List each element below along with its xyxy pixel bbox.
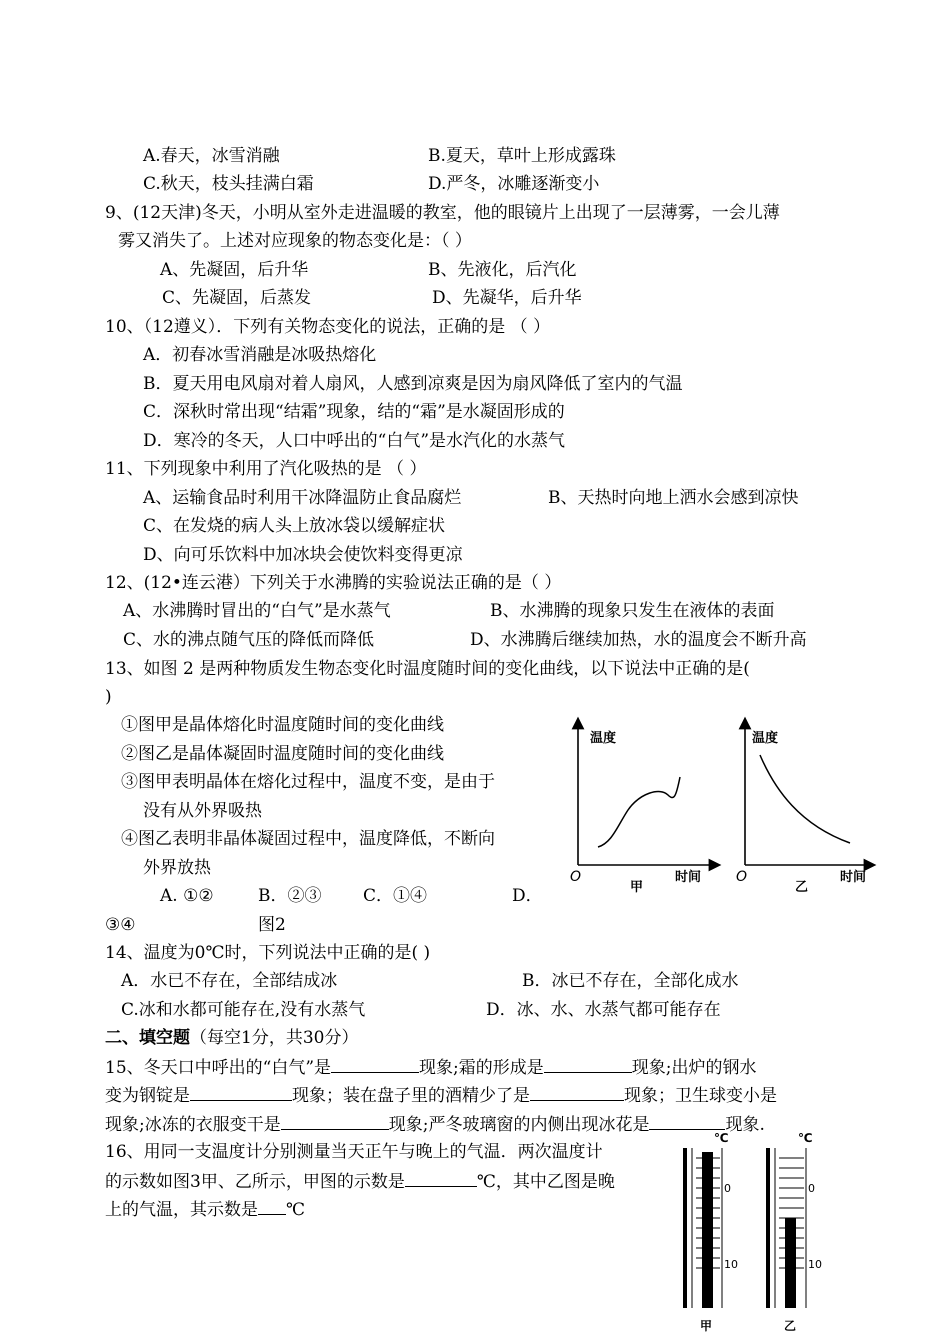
graph-yi-curve [760,755,850,843]
q14-option-b: B．冰已不存在，全部化成水 [522,971,739,991]
graph-yi-x-label: 时间 [840,870,867,885]
q13-statement-1: ①图甲是晶体熔化时温度随时间的变化曲线 [121,715,444,735]
q14-option-c: C.冰和水都可能存在,没有水蒸气 [121,1000,366,1020]
graph-yi-y-label: 温度 [752,731,779,746]
q15-text-7: 现象;冰冻的衣服变干是 [105,1115,281,1135]
q14-option-a: A．水已不存在，全部结成冰 [121,971,338,991]
q15-text-2: 现象;霜的形成是 [419,1058,544,1078]
q13-option-a: A. ①② [160,886,214,906]
q13-stem-line1: 13、如图 2 是两种物质发生物态变化时温度随时间的变化曲线，以下说法中正确的是( [105,659,750,679]
q16-line2 [105,1170,615,1193]
q12-option-d: D、水沸腾后继续加热，水的温度会不断升高 [470,630,807,650]
q14-option-d: D．冰、水、水蒸气都可能存在 [486,1000,721,1020]
q16-text-2b: ℃，其中乙图是晚 [476,1172,615,1192]
q14-stem: 14、温度为0℃时，下列说法中正确的是( ) [105,943,431,963]
q9-option-a: A、先凝固，后升华 [160,260,309,280]
q10-stem: 10、（12遵义）．下列有关物态变化的说法，正确的是 （ ） [105,317,551,337]
q11-option-c: C、在发烧的病人头上放冰袋以缓解症状 [143,516,446,536]
thermometer-jia-unit: ℃ [714,1131,729,1145]
q15-text-8: 现象;严冬玻璃窗的内侧出现冰花是 [388,1115,650,1135]
q10-option-d: D．寒冷的冬天，人口中呼出的“白气”是水汽化的水蒸气 [143,431,566,451]
q15-text-1: 15、冬天口中呼出的“白气”是 [105,1058,332,1078]
q10-option-a: A．初春冰雪消融是冰吸热熔化 [143,345,377,365]
thermometer-jia-tick-ten: 10 [724,1258,738,1271]
q15-text-3: 现象;出炉的钢水 [631,1058,757,1078]
graph-jia-curve [598,777,680,847]
q10-option-c: C．深秋时常出现“结霜”现象，结的“霜”是水凝固形成的 [143,402,565,422]
q8-option-c: C.秋天，枝头挂满白霜 [143,174,314,194]
q15-blank-4[interactable] [530,1084,624,1101]
q9-option-b: B、先液化，后汽化 [428,260,577,280]
q10-option-b: B．夏天用电风扇对着人扇风，人感到凉爽是因为扇风降低了室内的气温 [143,374,683,394]
q15-blank-1[interactable] [331,1056,419,1073]
q15-text-5: 现象；装在盘子里的酒精少了是 [292,1086,530,1106]
q8-option-b: B.夏天，草叶上形成露珠 [428,146,616,166]
graph-yi-origin: O [736,869,748,885]
q13-statement-3b: 没有从外界吸热 [143,801,262,821]
q16-text-2a: 的示数如图3甲、乙所示，甲图的示数是 [105,1172,405,1192]
q16-line3 [105,1198,305,1221]
q13-option-d: D． [512,886,543,906]
thermometer-jia-column [702,1152,713,1308]
q11-option-d: D、向可乐饮料中加冰块会使饮料变得更凉 [143,545,463,565]
q13-statement-4b: 外界放热 [143,858,211,878]
q16-line1: 16、用同一支温度计分别测量当天正午与晚上的气温．两次温度计 [105,1142,603,1162]
graph-yi-name: 乙 [795,880,809,895]
q16-text-3b: ℃ [286,1200,306,1220]
q15-line3 [105,1113,765,1136]
q12-stem: 12、(12•连云港）下列关于水沸腾的实验说法正确的是（ ） [105,573,562,593]
q15-text-6: 现象；卫生球变小是 [624,1086,777,1106]
q15-blank-3[interactable] [190,1084,292,1101]
q15-text-9: 现象. [725,1115,765,1135]
graph-jia-name: 甲 [630,880,644,895]
q13-statement-2: ②图乙是晶体凝固时温度随时间的变化曲线 [121,744,444,764]
thermometer-jia-name: 甲 [700,1319,713,1333]
thermometer-jia [683,1131,738,1333]
q13-option-b: B．②③ [258,886,322,906]
thermometer-yi-unit: ℃ [798,1131,813,1145]
q11-option-b: B、天热时向地上洒水会感到凉快 [548,488,799,508]
q9-option-d: D、先凝华，后升华 [432,288,582,308]
q8-option-a: A.春天，冰雪消融 [143,146,280,166]
q12-option-b: B、水沸腾的现象只发生在液体的表面 [490,601,775,621]
figure2-caption: 图2 [258,915,286,935]
q15-line1 [105,1056,756,1079]
q11-stem: 11、下列现象中利用了汽化吸热的是 （ ） [105,459,427,479]
q12-option-a: A、水沸腾时冒出的“白气”是水蒸气 [123,601,391,621]
thermometer-yi-name: 乙 [784,1319,797,1333]
q8-option-d: D.严冬，冰雕逐渐变小 [428,174,600,194]
thermometer-yi [766,1131,822,1333]
graph-jia-y-label: 温度 [590,731,617,746]
q15-line2 [105,1084,777,1107]
q16-text-3a: 上的气温，其示数是 [105,1200,258,1220]
q13-statement-4a: ④图乙表明非晶体凝固过程中，温度降低，不断向 [121,829,495,849]
q9-stem-line1: 9、(12天津)冬天，小明从室外走进温暖的教室，他的眼镜片上出现了一层薄雾，一会儿薄 [105,203,780,223]
graph-jia [570,723,715,895]
thermometer-yi-tick-ten: 10 [808,1258,822,1271]
graph-jia-origin: O [570,869,582,885]
figure2-graphs [560,715,880,900]
q16-blank-2[interactable] [258,1198,286,1215]
q15-blank-5[interactable] [281,1113,389,1130]
q13-stem-line2: ) [105,687,112,707]
q16-blank-1[interactable] [405,1170,477,1187]
q13-statement-3a: ③图甲表明晶体在熔化过程中，温度不变，是由于 [121,772,495,792]
thermometer-yi-tick-zero: 0 [808,1182,815,1195]
figure3-thermometers [680,1128,840,1338]
q9-option-c: C、先凝固，后蒸发 [162,288,312,308]
section2-heading [105,1027,358,1049]
thermometer-jia-tick-zero: 0 [724,1182,731,1195]
q13-option-c: C．①④ [363,886,428,906]
graph-jia-x-label: 时间 [675,870,702,885]
section2-note: （每空1分，共30分） [190,1028,359,1048]
q13-option-d-value: ③④ [105,915,136,935]
section2-title: 二、填空题 [105,1028,190,1048]
q11-option-a: A、运输食品时利用干冰降温防止食品腐烂 [143,488,462,508]
q12-option-c: C、水的沸点随气压的降低而降低 [123,630,375,650]
q9-stem-line2: 雾又消失了。上述对应现象的物态变化是：（ ） [118,231,472,251]
q15-blank-2[interactable] [544,1056,632,1073]
graph-yi [736,723,870,895]
q15-text-4: 变为钢锭是 [105,1086,190,1106]
thermometer-yi-column [785,1218,796,1308]
